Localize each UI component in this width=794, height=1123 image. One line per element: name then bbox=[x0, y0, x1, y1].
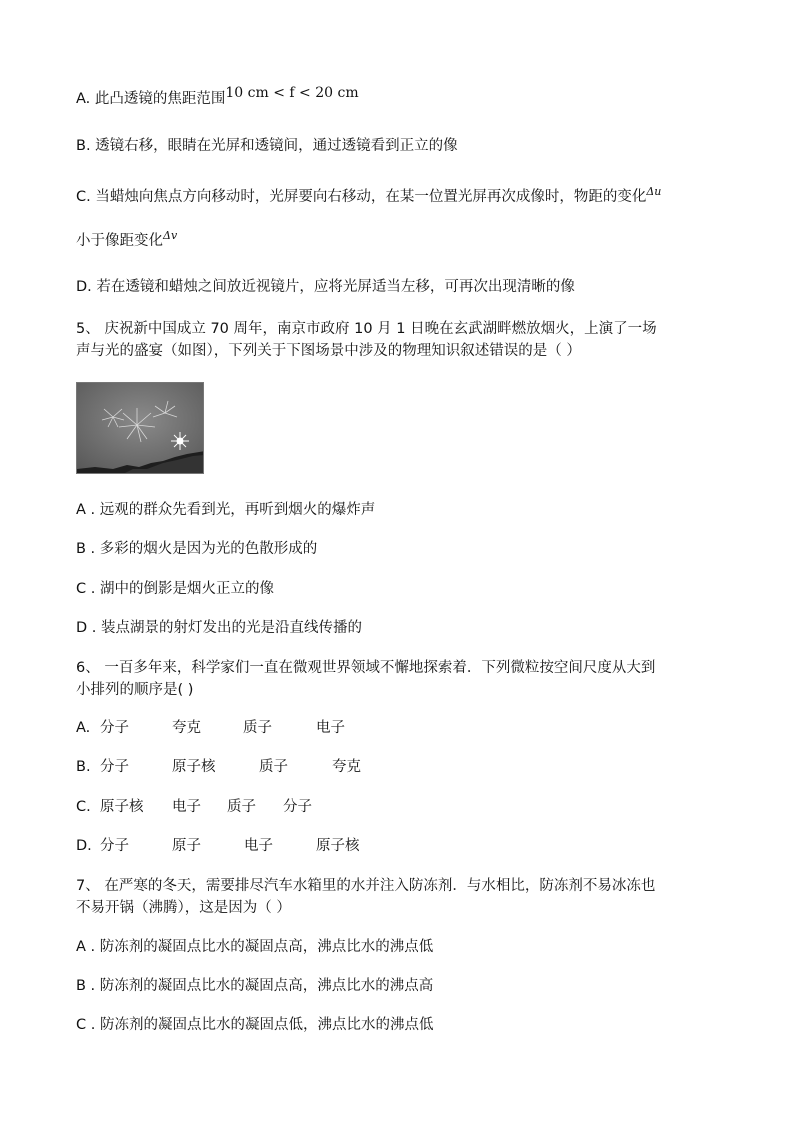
q6-option-c-item3: 质子 bbox=[227, 799, 256, 815]
q5-stem-line2: 声与光的盛宴（如图），下列关于下图场景中涉及的物理知识叙述错误的是（ ） bbox=[76, 343, 581, 359]
fireworks-photo bbox=[76, 382, 204, 474]
q6-option-a bbox=[76, 718, 345, 738]
q7-option-a: A . 防冻剂的凝固点比水的凝固点高，沸点比水的沸点低 bbox=[76, 939, 434, 955]
q4-option-c-line2 bbox=[76, 231, 177, 252]
q6-stem-line2: 小排列的顺序是( ) bbox=[76, 682, 194, 698]
q4-option-c-text: C. 当蜡烛向焦点方向移动时，光屏要向右移动，在某一位置光屏再次成像时，物距的变化 bbox=[76, 189, 647, 205]
q7-option-c: C . 防冻剂的凝固点比水的凝固点低，沸点比水的沸点低 bbox=[76, 1017, 434, 1033]
q6-option-c bbox=[76, 797, 312, 817]
q5-option-b: B . 多彩的烟火是因为光的色散形成的 bbox=[76, 541, 318, 557]
q6-option-c-label: C. bbox=[76, 799, 91, 815]
q4-option-d: D. 若在透镜和蜡烛之间放近视镜片，应将光屏适当左移，可再次出现清晰的像 bbox=[76, 279, 575, 295]
q6-option-b-item3: 质子 bbox=[259, 759, 288, 775]
q4-option-b: B. 透镜右移，眼睛在光屏和透镜间，通过透镜看到正立的像 bbox=[76, 138, 458, 154]
q6-option-a-item1: 分子 bbox=[100, 720, 129, 736]
q6-option-b-item4: 夸克 bbox=[332, 759, 361, 775]
q6-option-b-item1: 分子 bbox=[100, 759, 129, 775]
q4-option-c-text2: 小于像距变化 bbox=[76, 233, 163, 249]
q6-option-c-item4: 分子 bbox=[283, 799, 312, 815]
q6-option-b-label: B. bbox=[76, 759, 91, 775]
q6-option-a-item3: 质子 bbox=[243, 720, 272, 736]
q5-option-d: D . 装点湖景的射灯发出的光是沿直线传播的 bbox=[76, 620, 362, 636]
q4-option-c-delta-u: Δu bbox=[646, 185, 662, 198]
q4-option-c-delta-v: Δv bbox=[163, 229, 178, 242]
q6-option-d-item4: 原子核 bbox=[316, 838, 360, 854]
q6-option-d-item3: 电子 bbox=[244, 838, 273, 854]
q7-stem-line1: 7、 在严寒的冬天，需要排尽汽车水箱里的水并注入防冻剂．与水相比，防冻剂不易冰冻也 bbox=[76, 878, 656, 894]
q6-stem-line1: 6、 一百多年来，科学家们一直在微观世界领域不懈地探索着．下列微粒按空间尺度从大到 bbox=[76, 660, 656, 676]
q4-option-a bbox=[76, 85, 359, 109]
q7-option-b: B . 防冻剂的凝固点比水的凝固点高，沸点比水的沸点高 bbox=[76, 978, 434, 994]
q6-option-d-item1: 分子 bbox=[100, 838, 129, 854]
q4-option-c-line1 bbox=[76, 187, 661, 208]
q5-stem-line1: 5、 庆祝新中国成立 70 周年，南京市政府 10 月 1 日晚在玄武湖畔燃放烟火，上演了一场 bbox=[76, 321, 657, 337]
q6-option-d bbox=[76, 836, 360, 856]
q7-stem-line2: 不易开锅（沸腾），这是因为（ ） bbox=[76, 900, 291, 916]
q4-option-a-text: A. 此凸透镜的焦距范围 bbox=[76, 91, 226, 107]
q6-option-d-item2: 原子 bbox=[172, 838, 201, 854]
q6-option-a-label: A. bbox=[76, 720, 91, 736]
q4-option-a-formula: 10 cm < f < 20 cm bbox=[225, 85, 359, 101]
q6-option-a-item2: 夸克 bbox=[172, 720, 201, 736]
q6-option-b-item2: 原子核 bbox=[172, 759, 216, 775]
q6-option-d-label: D. bbox=[76, 838, 92, 854]
q6-option-c-item2: 电子 bbox=[172, 799, 201, 815]
q5-option-c: C . 湖中的倒影是烟火正立的像 bbox=[76, 581, 274, 597]
q6-option-b bbox=[76, 757, 361, 777]
q6-option-a-item4: 电子 bbox=[316, 720, 345, 736]
q6-option-c-item1: 原子核 bbox=[100, 799, 144, 815]
q5-option-a: A . 远观的群众先看到光，再听到烟火的爆炸声 bbox=[76, 502, 376, 518]
